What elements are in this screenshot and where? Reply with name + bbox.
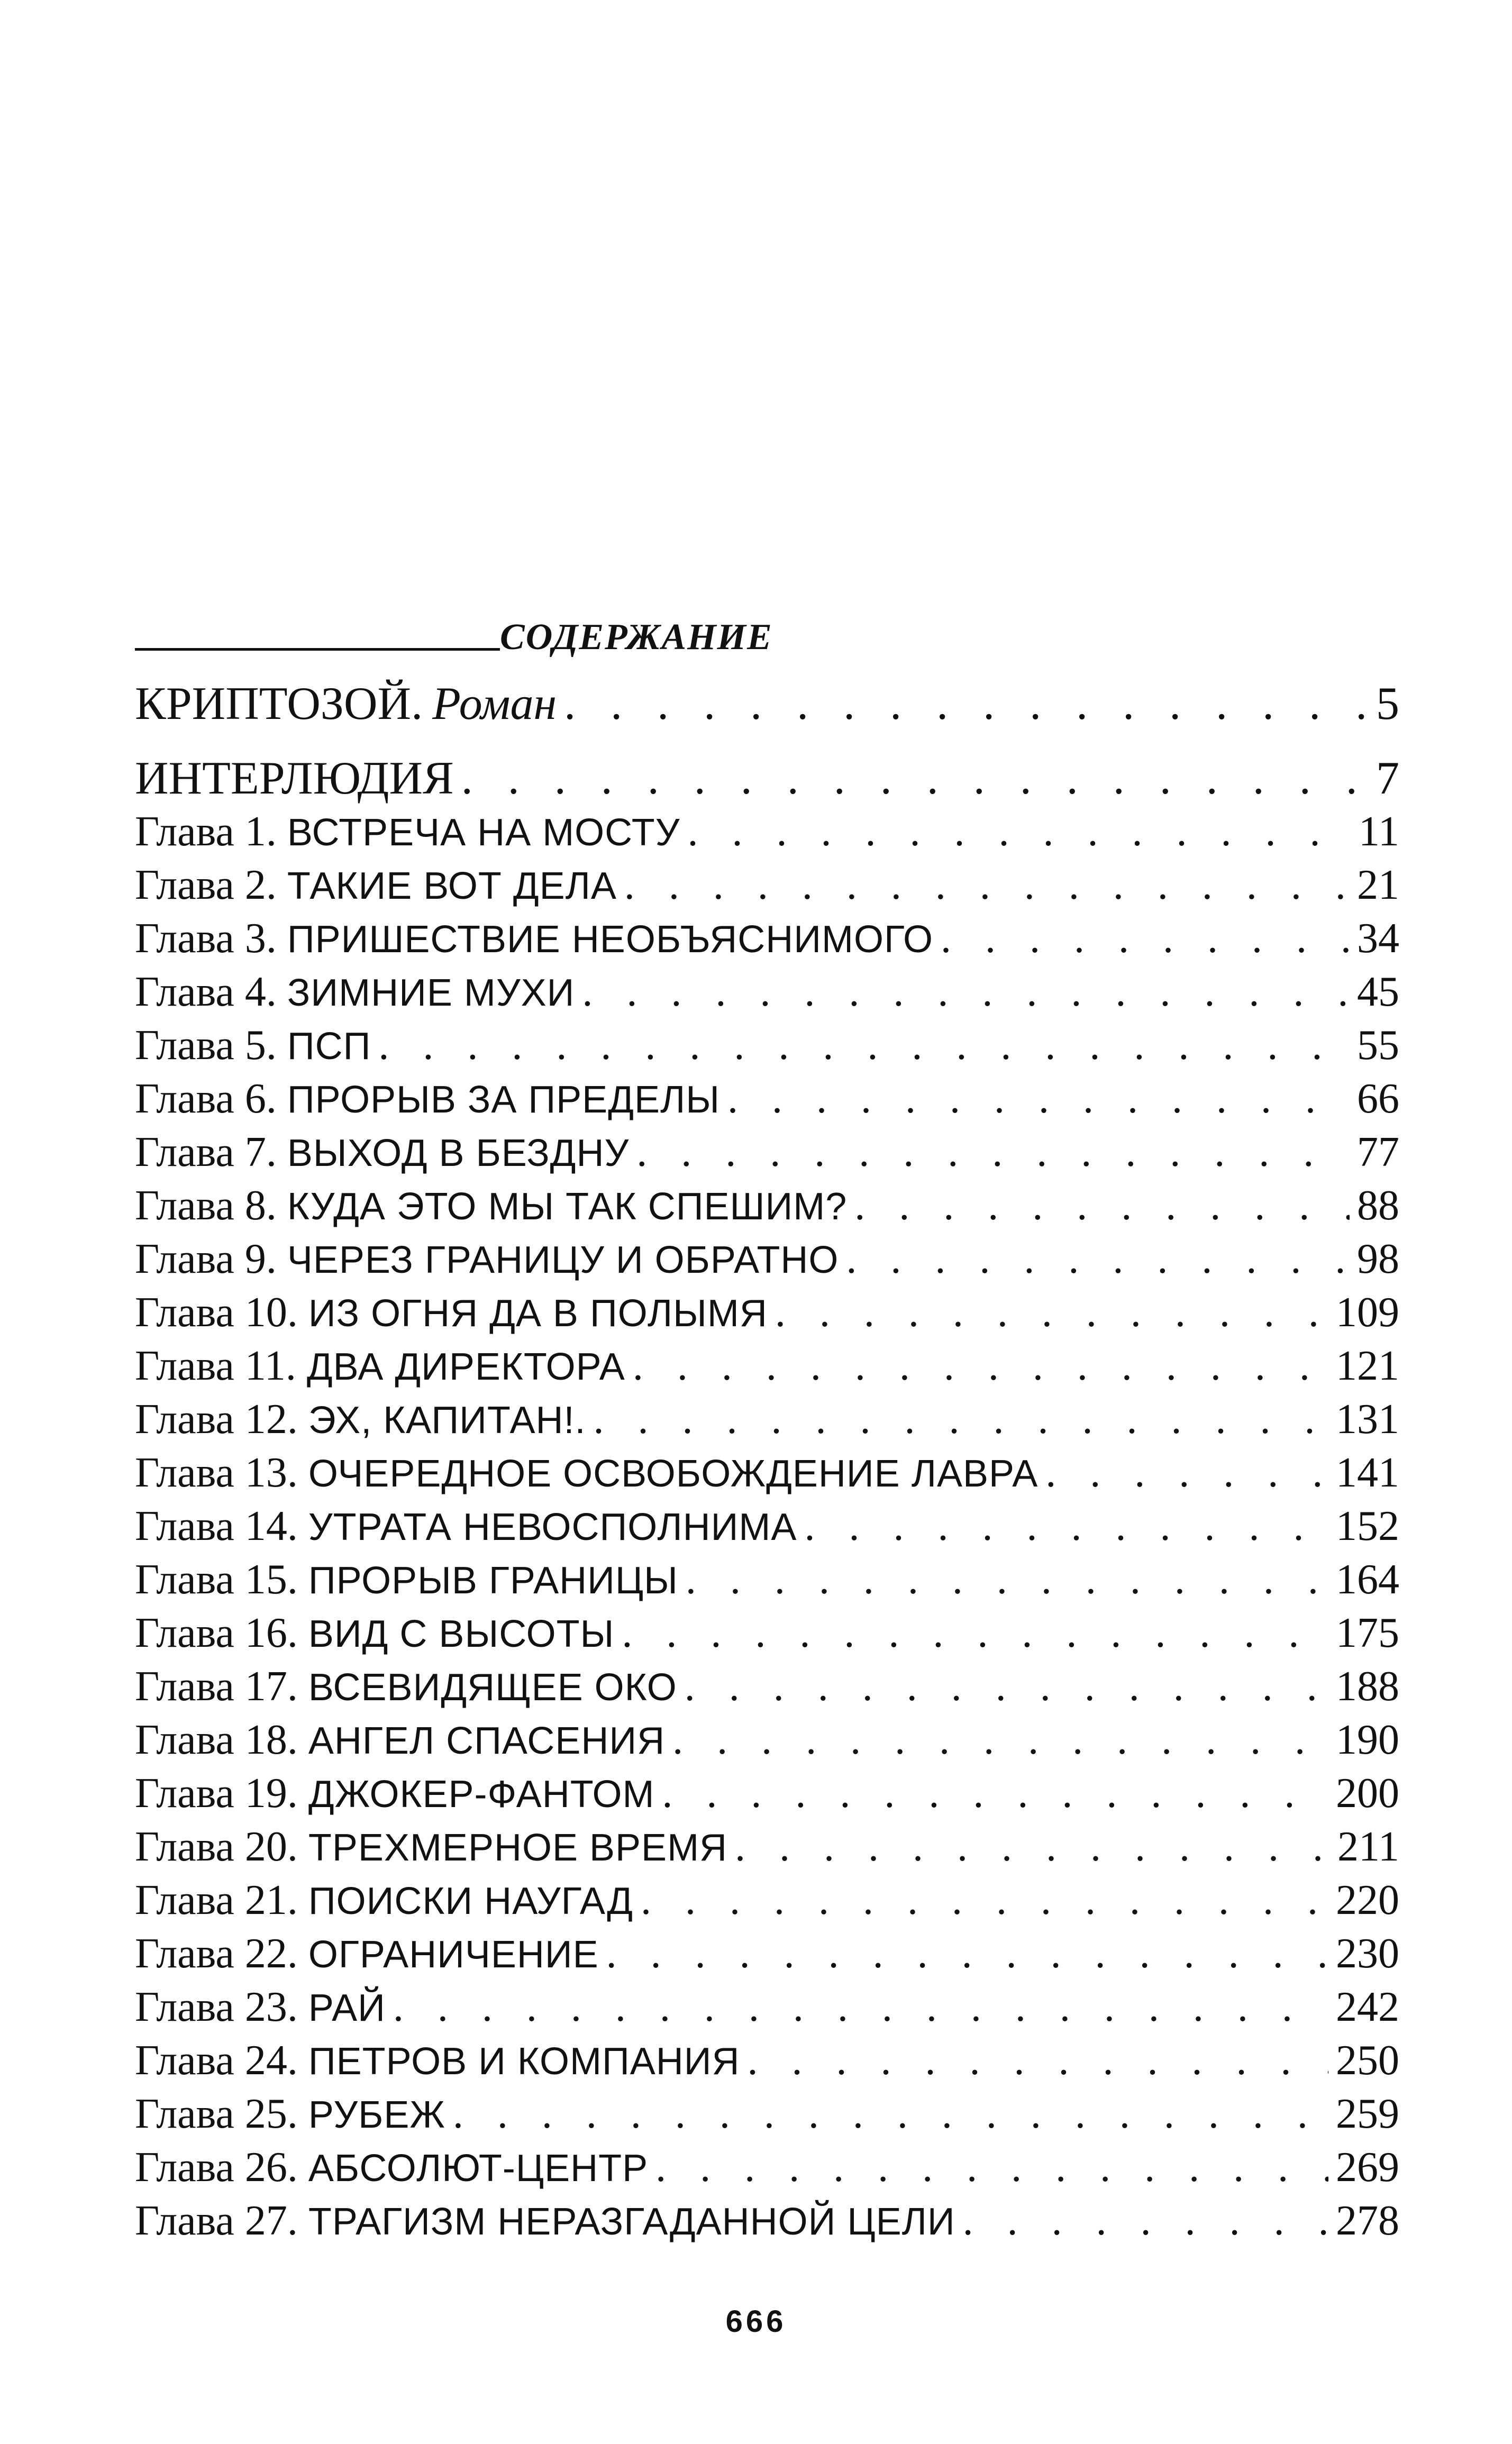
entry-page-number: 77 (1357, 1129, 1399, 1175)
dot-leader (846, 1233, 1350, 1286)
toc-entry-chapter (135, 912, 1399, 965)
dot-leader (393, 1981, 1328, 2034)
entry-label (135, 1393, 586, 1447)
entry-page-number: 141 (1336, 1449, 1399, 1496)
entry-title: КРИПТОЗОЙ. (135, 678, 423, 729)
chapter-number: Глава 26. (135, 2144, 298, 2191)
chapter-title: ОГРАНИЧЕНИЕ (308, 1934, 599, 1976)
chapter-title: ПЕТРОВ И КОМПАНИЯ (308, 2040, 740, 2083)
heading-rule (135, 648, 500, 651)
dot-leader (622, 1607, 1328, 1660)
chapter-title: ВСТРЕЧА НА МОСТУ (287, 811, 680, 854)
chapter-number: Глава 4. (135, 969, 277, 1015)
chapter-title: ВСЕВИДЯЩЕЕ ОКО (308, 1666, 677, 1709)
chapter-title: ОЧЕРЕДНОЕ ОСВОБОЖДЕНИЕ ЛАВРА (308, 1453, 1039, 1495)
chapter-number: Глава 12. (135, 1396, 298, 1443)
chapter-number: Глава 8. (135, 1182, 277, 1229)
chapter-number: Глава 18. (135, 1717, 298, 1763)
entry-label (135, 1767, 654, 1821)
entry-label (135, 1072, 720, 1127)
chapter-title: ИЗ ОГНЯ ДА В ПОЛЫМЯ (308, 1292, 768, 1335)
entry-label (135, 677, 557, 731)
entry-label (135, 859, 617, 913)
toc-entry-chapter (135, 1393, 1399, 1446)
chapter-title: ВЫХОД В БЕЗДНУ (287, 1132, 630, 1174)
chapter-title: УТРАТА НЕВОСПОЛНИМА (308, 1506, 797, 1548)
entry-subtitle: Роман (432, 678, 557, 729)
entry-label (135, 2034, 740, 2089)
toc-entry-interlude (135, 752, 1399, 805)
dot-leader (804, 1500, 1328, 1553)
entry-label (135, 1126, 629, 1180)
entry-page-number: 7 (1376, 753, 1399, 804)
chapter-number: Глава 7. (135, 1129, 277, 1175)
entry-page-number: 230 (1336, 1930, 1399, 1977)
chapter-title: ТРЕХМЕРНОЕ ВРЕМЯ (308, 1827, 728, 1869)
chapter-number: Глава 11. (135, 1343, 296, 1389)
chapter-number: Глава 17. (135, 1663, 298, 1710)
chapter-title: РАЙ (308, 1987, 386, 2029)
entry-label (135, 1286, 768, 1340)
entry-label (135, 1874, 633, 1928)
toc-entry-chapter (135, 1500, 1399, 1553)
dot-leader (727, 1072, 1350, 1126)
entry-label (135, 1233, 839, 1287)
chapter-number: Глава 25. (135, 2091, 298, 2137)
dot-leader (748, 2034, 1329, 2087)
toc-entry-chapter (135, 1713, 1399, 1767)
chapter-number: Глава 23. (135, 1984, 298, 2030)
toc-entry-chapter (135, 965, 1399, 1019)
dot-leader (688, 805, 1351, 859)
entry-label (135, 805, 680, 860)
entry-page-number: 200 (1336, 1770, 1399, 1817)
chapter-title: ЭХ, КАПИТАН!. (308, 1399, 586, 1442)
toc-entry-chapter (135, 1553, 1399, 1607)
entry-label (135, 1339, 625, 1394)
chapter-title: КУДА ЭТО МЫ ТАК СПЕШИМ? (287, 1185, 848, 1228)
dot-leader (633, 1339, 1328, 1393)
toc-entry-chapter (135, 859, 1399, 912)
toc-entry-chapter (135, 1660, 1399, 1713)
chapter-number: Глава 21. (135, 1877, 298, 1923)
chapter-number: Глава 24. (135, 2037, 298, 2084)
chapter-title: ЧЕРЕЗ ГРАНИЦУ И ОБРАТНО (287, 1239, 839, 1281)
page-folio: 666 (725, 2304, 787, 2339)
dot-leader (564, 677, 1369, 731)
entry-page-number: 211 (1337, 1823, 1399, 1870)
entry-page-number: 188 (1336, 1663, 1399, 1710)
chapter-number: Глава 5. (135, 1022, 277, 1069)
entry-page-number: 259 (1336, 2091, 1399, 2137)
chapter-number: Глава 10. (135, 1289, 298, 1336)
dot-leader (453, 2087, 1328, 2141)
dot-leader (672, 1713, 1328, 1767)
entry-label (135, 2141, 648, 2195)
chapter-number: Глава 13. (135, 1449, 298, 1496)
chapter-title: ПСП (287, 1025, 371, 1068)
entry-page-number: 55 (1357, 1022, 1399, 1069)
entry-label (135, 1500, 797, 1554)
toc-entry-chapter (135, 1981, 1399, 2034)
toc-entry-chapter (135, 1233, 1399, 1286)
dot-leader (662, 1767, 1328, 1820)
toc-entry-chapter (135, 1607, 1399, 1660)
toc-entry-chapter (135, 1927, 1399, 1981)
entry-page-number: 175 (1336, 1610, 1399, 1656)
toc-entry-chapter (135, 805, 1399, 859)
entry-page-number: 152 (1336, 1503, 1399, 1549)
dot-leader (636, 1126, 1350, 1179)
chapter-title: ПРИШЕСТВИЕ НЕОБЪЯСНИМОГО (287, 918, 933, 961)
entry-page-number: 45 (1357, 969, 1399, 1015)
chapter-number: Глава 14. (135, 1503, 298, 1549)
chapter-number: Глава 2. (135, 862, 277, 908)
toc-entry-chapter (135, 1286, 1399, 1339)
chapter-number: Глава 1. (135, 808, 277, 855)
chapter-title: ДВА ДИРЕКТОРА (306, 1346, 625, 1388)
toc-entry-chapter (135, 1126, 1399, 1179)
entry-page-number: 98 (1357, 1236, 1399, 1282)
dot-leader (1045, 1446, 1328, 1500)
chapter-list (135, 805, 1399, 2248)
dot-leader (854, 1179, 1350, 1233)
dot-leader (641, 1874, 1328, 1927)
entry-label (135, 1019, 371, 1073)
entry-page-number: 88 (1357, 1182, 1399, 1229)
entry-page-number: 278 (1336, 2197, 1399, 2244)
chapter-number: Глава 20. (135, 1823, 298, 1870)
entry-label (135, 1927, 599, 1982)
chapter-title: АНГЕЛ СПАСЕНИЯ (308, 1720, 666, 1762)
entry-label (135, 1446, 1038, 1501)
entry-page-number: 190 (1336, 1717, 1399, 1763)
chapter-title: ЗИМНИЕ МУХИ (287, 972, 575, 1014)
entry-label (135, 965, 575, 1020)
dot-leader (606, 1927, 1328, 1981)
dot-leader (941, 912, 1350, 965)
entry-page-number: 242 (1336, 1984, 1399, 2030)
toc-entry-chapter (135, 2141, 1399, 2194)
toc-entry-chapter (135, 1339, 1399, 1393)
toc-entry-chapter (135, 1446, 1399, 1500)
toc-entry-chapter (135, 2034, 1399, 2087)
entry-page-number: 21 (1357, 862, 1399, 908)
dot-leader (655, 2141, 1328, 2194)
entry-label (135, 1607, 614, 1661)
entry-page-number: 250 (1336, 2037, 1399, 2084)
entry-page-number: 164 (1336, 1556, 1399, 1603)
dot-leader (461, 752, 1369, 805)
chapter-title: ПОИСКИ НАУГАД (308, 1880, 634, 1922)
dot-leader (685, 1660, 1328, 1713)
toc-heading (135, 619, 1399, 656)
toc-entry-chapter (135, 1874, 1399, 1927)
entry-label (135, 912, 933, 966)
table-of-contents (135, 619, 1399, 2248)
dot-leader (593, 1393, 1328, 1446)
entry-page-number: 269 (1336, 2144, 1399, 2191)
chapter-number: Глава 15. (135, 1556, 298, 1603)
chapter-number: Глава 6. (135, 1075, 277, 1122)
entry-label (135, 1660, 677, 1715)
chapter-number: Глава 22. (135, 1930, 298, 1977)
toc-entry-chapter (135, 1820, 1399, 1874)
dot-leader (378, 1019, 1350, 1072)
entry-title: ИНТЕРЛЮДИЯ (135, 753, 454, 804)
toc-entry-chapter (135, 1179, 1399, 1233)
chapter-title: ТАКИЕ ВОТ ДЕЛА (287, 865, 617, 907)
dot-leader (582, 965, 1350, 1019)
chapter-number: Глава 19. (135, 1770, 298, 1817)
entry-page-number: 5 (1376, 678, 1399, 729)
entry-label (135, 1820, 727, 1875)
chapter-title: ПРОРЫВ ГРАНИЦЫ (308, 1560, 678, 1602)
entry-label (135, 1179, 847, 1234)
chapter-number: Глава 3. (135, 915, 277, 962)
chapter-title: ТРАГИЗМ НЕРАЗГАДАННОЙ ЦЕЛИ (308, 2201, 955, 2243)
toc-entry-chapter (135, 2194, 1399, 2248)
entry-label (135, 1713, 665, 1768)
chapter-number: Глава 27. (135, 2197, 298, 2244)
entry-page-number: 220 (1336, 1877, 1399, 1923)
entry-label (135, 1981, 386, 2035)
entry-page-number: 121 (1336, 1343, 1399, 1389)
toc-entry-chapter (135, 2087, 1399, 2141)
entry-label (135, 2087, 445, 2142)
chapter-number: Глава 9. (135, 1236, 277, 1282)
entry-page-number: 109 (1336, 1289, 1399, 1336)
entry-page-number: 131 (1336, 1396, 1399, 1443)
entry-page-number: 66 (1357, 1075, 1399, 1122)
dot-leader (686, 1553, 1328, 1607)
toc-entry-chapter (135, 1072, 1399, 1126)
entry-label (135, 1553, 678, 1608)
dot-leader (963, 2194, 1328, 2248)
toc-entry-part (135, 677, 1399, 731)
chapter-title: ВИД С ВЫСОТЫ (308, 1613, 615, 1655)
toc-entry-chapter (135, 1767, 1399, 1820)
entry-page-number: 34 (1357, 915, 1399, 962)
chapter-title: РУБЕЖ (308, 2094, 445, 2136)
dot-leader (735, 1820, 1330, 1874)
dot-leader (775, 1286, 1328, 1339)
chapter-number: Глава 16. (135, 1610, 298, 1656)
entry-page-number: 11 (1358, 808, 1399, 855)
entry-label (135, 2194, 955, 2249)
chapter-title: АБСОЛЮТ-ЦЕНТР (308, 2147, 649, 2190)
chapter-title: ДЖОКЕР-ФАНТОМ (308, 1773, 655, 1816)
dot-leader (624, 859, 1350, 912)
toc-entry-chapter (135, 1019, 1399, 1072)
chapter-title: ПРОРЫВ ЗА ПРЕДЕЛЫ (287, 1079, 720, 1121)
toc-heading-text: СОДЕРЖАНИЕ (500, 617, 773, 658)
